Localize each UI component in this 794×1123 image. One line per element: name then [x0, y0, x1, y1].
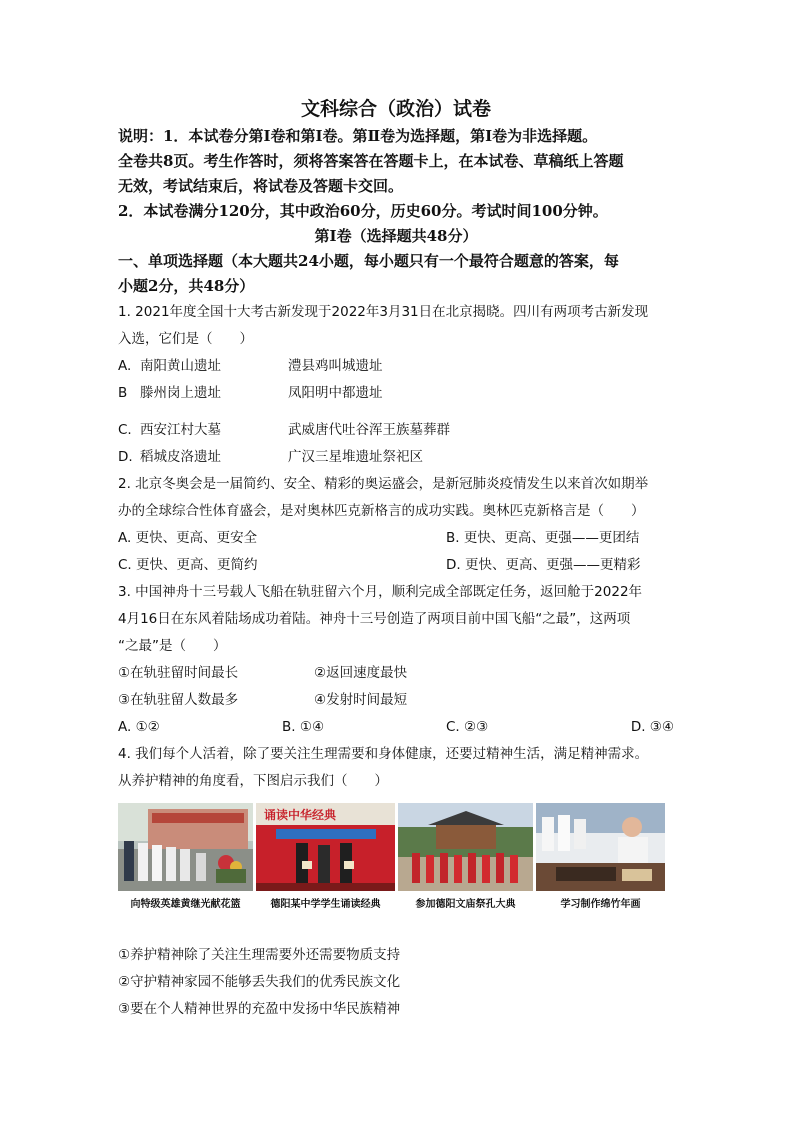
photo-memorial	[118, 803, 253, 891]
item-row	[118, 687, 674, 714]
instruction-line: 无效，考试结束后，将试卷及答题卡交回。	[118, 177, 404, 195]
photo-temple-ceremony	[398, 803, 533, 891]
question-stem: 2. 北京冬奥会是一届简约、安全、精彩的奥运盛会，是新冠肺炎疫情发生以来首次如期举	[118, 476, 649, 492]
option-d: D. 更快、更高、更强——更精彩	[446, 557, 641, 573]
item-2: ②返回速度最快	[314, 665, 408, 681]
caption: 参加德阳文庙祭孔大典	[415, 899, 516, 910]
banner-text: 诵读中华经典	[264, 808, 337, 822]
question-3	[118, 579, 674, 741]
question-stem: 4月16日在东风着陆场成功着陆。神舟十三号创造了两项目前中国飞船“之最”，这两项	[118, 611, 631, 627]
option-a: A. 更快、更高、更安全	[118, 530, 258, 546]
option-c: C. ②③	[446, 719, 489, 735]
part-title: 小题2分，共48分）	[118, 277, 255, 295]
option-row	[118, 552, 674, 579]
question-stem: “之最”是（ ）	[118, 638, 227, 654]
option-row	[118, 714, 674, 741]
option-row	[118, 525, 674, 552]
question-stem: 4. 我们每个人活着，除了要关注生理需要和身体健康，还要过精神生活，满足精神需求。	[118, 746, 649, 762]
exam-page	[118, 96, 674, 1023]
item-row	[118, 660, 674, 687]
statement: ③要在个人精神世界的充盈中发扬中华民族精神	[118, 1001, 401, 1017]
question-stem: 1. 2021年度全国十大考古新发现于2022年3月31日在北京揭晓。四川有两项考古新发现	[118, 304, 649, 320]
option-c: C. 西安江村大墓 武威唐代吐谷浑王族墓葬群	[118, 422, 450, 438]
photo-captions	[118, 895, 674, 910]
option-d: D. 稻城皮洛遗址 广汉三星堆遗址祭祀区	[118, 449, 423, 465]
instruction-line: 全卷共8页。考生作答时，须将答案答在答题卡上，在本试卷、草稿纸上答题	[118, 152, 624, 170]
item-4: ④发射时间最短	[314, 692, 408, 708]
statement: ①养护精神除了关注生理需要外还需要物质支持	[118, 947, 401, 963]
option-a: A. ①②	[118, 719, 160, 735]
question-stem: 办的全球综合性体育盛会，是对奥林匹克新格言的成功实践。奥林匹克新格言是（ ）	[118, 503, 645, 519]
option-b: B 滕州岗上遗址 凤阳明中都遗址	[118, 385, 383, 401]
question-stem: 3. 中国神舟十三号载人飞船在轨驻留六个月，顺利完成全部既定任务，返回舱于2022年	[118, 584, 643, 600]
option-d: D. ③④	[630, 719, 674, 735]
page-title: 文科综合（政治）试卷	[300, 98, 491, 120]
instructions	[118, 124, 674, 224]
caption: 德阳某中学学生诵读经典	[270, 899, 381, 910]
question-stem: 入选，它们是（ ）	[118, 331, 253, 347]
question-1	[118, 299, 674, 471]
option-a: A. 南阳黄山遗址 澧县鸡叫城遗址	[118, 358, 383, 374]
item-3: ③在轨驻留人数最多	[118, 692, 239, 708]
photo-new-year-painting	[536, 803, 665, 891]
photo-strip	[118, 803, 674, 891]
option-b: B. 更快、更高、更强——更团结	[446, 530, 640, 546]
item-1: ①在轨驻留时间最长	[118, 665, 239, 681]
option-c: C. 更快、更高、更简约	[118, 557, 258, 573]
caption: 学习制作绵竹年画	[560, 899, 641, 910]
caption: 向特级英雄黄继光献花篮	[130, 899, 241, 910]
question-4	[118, 741, 674, 1023]
instruction-line: 说明：1．本试卷分第Ⅰ卷和第Ⅰ卷。第Ⅱ卷为选择题，第Ⅰ卷为非选择题。	[118, 127, 598, 145]
option-b: B. ①④	[282, 719, 325, 735]
statement: ②守护精神家园不能够丢失我们的优秀民族文化	[118, 974, 401, 990]
photo-reading-classics	[256, 803, 395, 891]
instruction-line: 2．本试卷满分120分，其中政治60分，历史60分。考试时间100分钟。	[118, 202, 608, 220]
question-2	[118, 471, 674, 579]
question-stem: 从养护精神的角度看，下图启示我们（ ）	[118, 773, 388, 789]
section-title: 第Ⅰ卷（选择题共48分）	[314, 227, 478, 245]
part-title: 一、单项选择题（本大题共24小题，每小题只有一个最符合题意的答案，每	[118, 252, 619, 270]
